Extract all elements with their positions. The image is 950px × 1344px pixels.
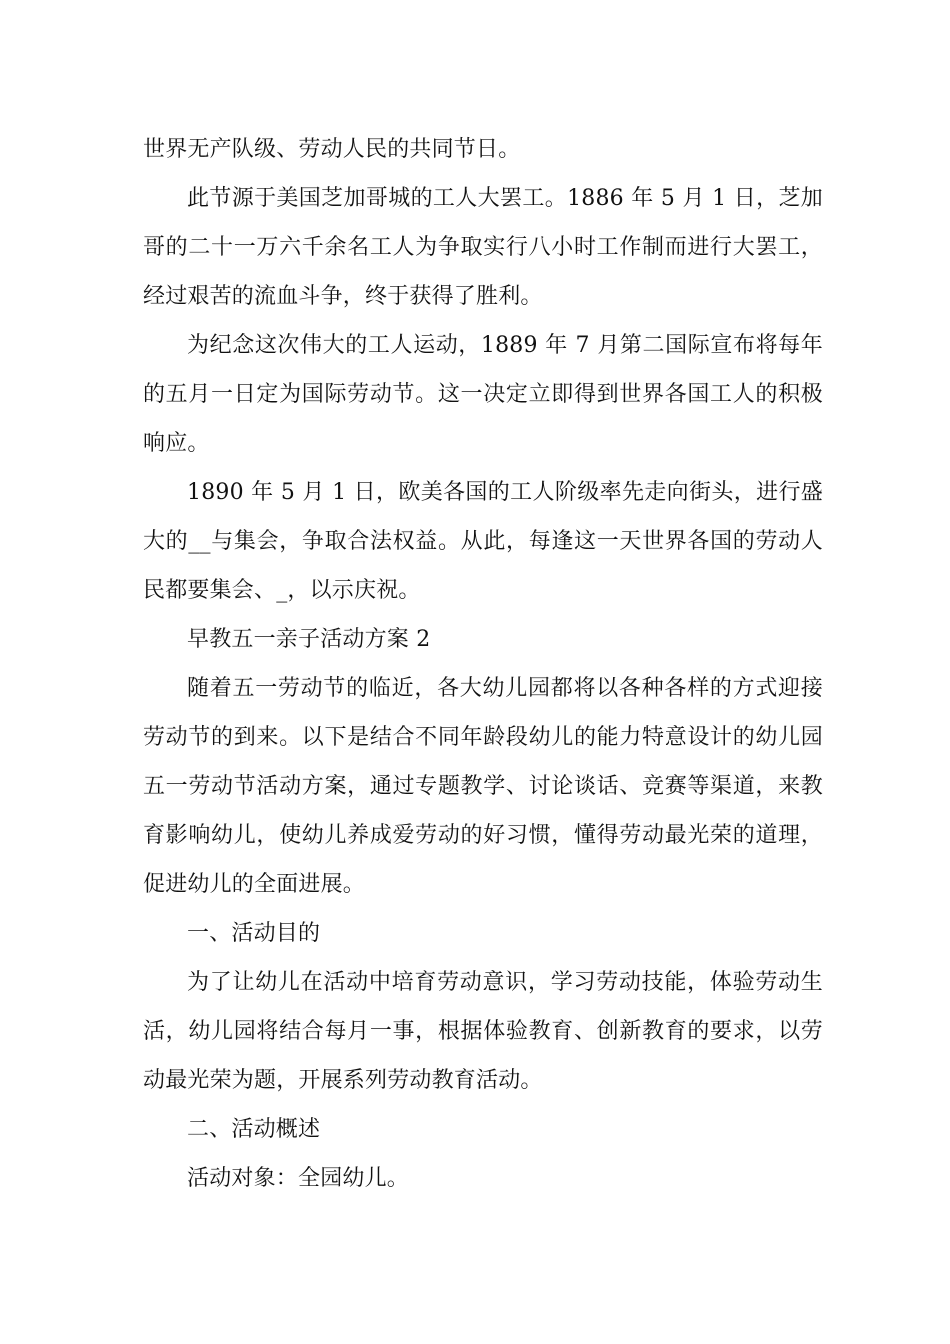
paragraph-3: 为纪念这次伟大的工人运动，1889 年 7 月第二国际宣布将每年的五月一日定为国际劳动节。这一决定立即得到世界各国工人的积极响应。 bbox=[143, 333, 823, 456]
paragraph-7: 活动对象：全园幼儿。 bbox=[187, 1166, 410, 1191]
heading-overview: 二、活动概述 bbox=[187, 1117, 321, 1142]
document-body bbox=[143, 125, 823, 1203]
paragraph-1: 世界无产队级、劳动人民的共同节日。 bbox=[143, 137, 521, 162]
paragraph-6: 为了让幼儿在活动中培育劳动意识，学习劳动技能，体验劳动生活，幼儿园将结合每月一事，根据体验教育、创新教育的要求，以劳动最光荣为题，开展系列劳动教育活动。 bbox=[143, 970, 823, 1093]
section-title: 早教五一亲子活动方案 2 bbox=[187, 627, 431, 652]
paragraph-5: 随着五一劳动节的临近，各大幼儿园都将以各种各样的方式迎接劳动节的到来。以下是结合不同年龄段幼儿的能力特意设计的幼儿园五一劳动节活动方案，通过专题教学、讨论谈话、竞赛等渠道，来教育影响幼儿，使幼儿养成爱劳动的好习惯，懂得劳动最光荣的道理，促进幼儿的全面进展。 bbox=[143, 676, 823, 897]
heading-purpose: 一、活动目的 bbox=[187, 921, 321, 946]
paragraph-2: 此节源于美国芝加哥城的工人大罢工。1886 年 5 月 1 日，芝加哥的二十一万六千余名工人为争取实行八小时工作制而进行大罢工，经过艰苦的流血斗争，终于获得了胜利。 bbox=[143, 186, 823, 309]
paragraph-4: 1890 年 5 月 1 日，欧美各国的工人阶级率先走向街头，进行盛大的__与集会，争取合法权益。从此，每逢这一天世界各国的劳动人民都要集会、_，以示庆祝。 bbox=[143, 480, 823, 603]
